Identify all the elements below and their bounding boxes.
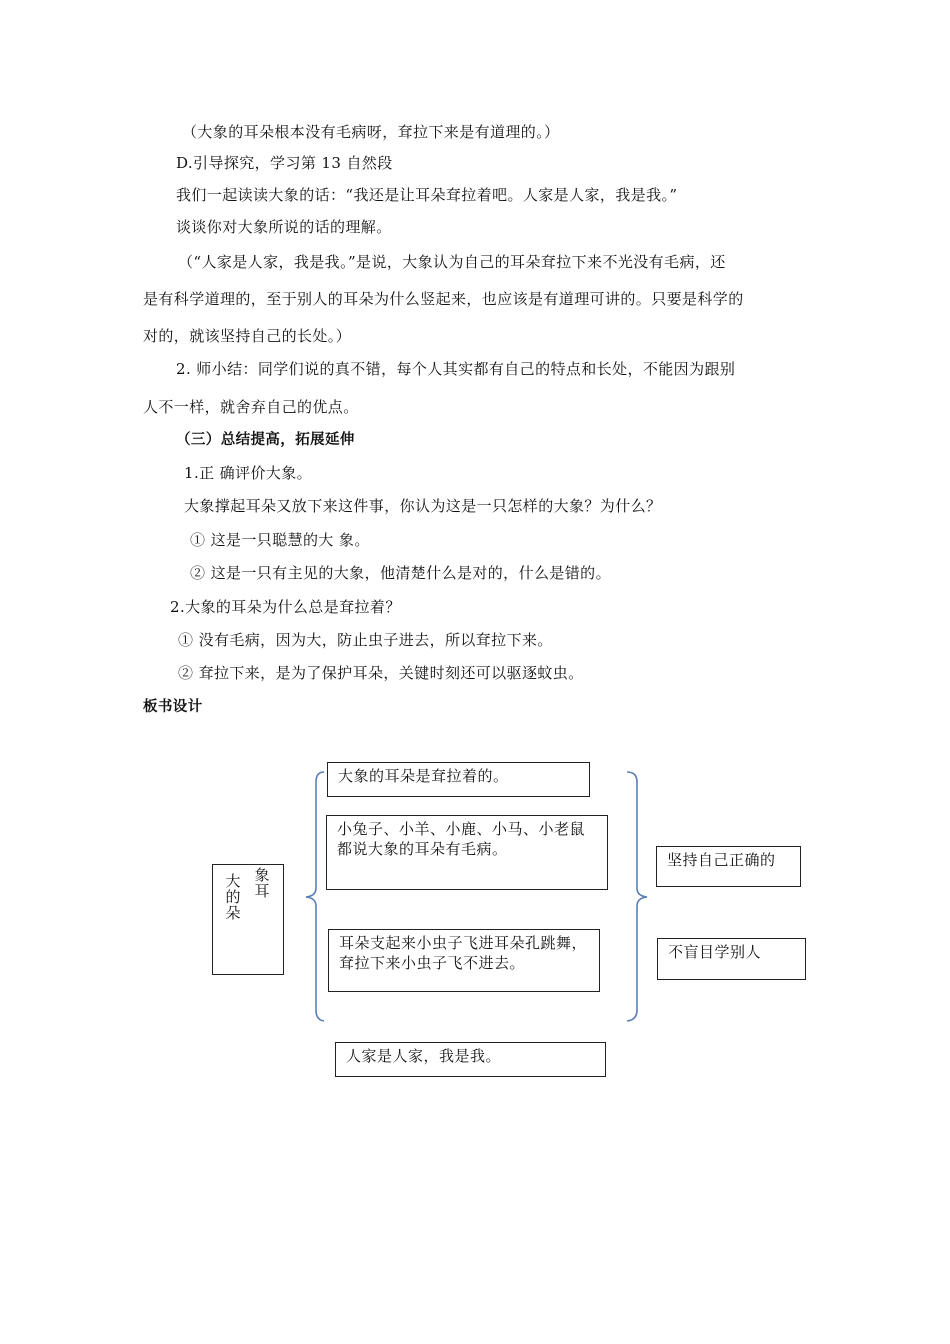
board-design-heading: 板书设计 (143, 699, 203, 715)
paragraph-line: （“人家是人家，我是我。”是说，大象认为自己的耳朵耷拉下来不光没有毛病，还 (178, 253, 726, 271)
paragraph-line: 对的，就该坚持自己的长处。） (143, 327, 352, 345)
board-title-col: 大 的 朵 (225, 872, 241, 922)
paragraph-line: 大象撑起耳朵又放下来这件事，你认为这是一只怎样的大象？为什么？ (184, 497, 662, 515)
board-box-no-blind-copy: 不盲目学别人 (657, 938, 806, 980)
section-heading: （三）总结提高，拓展延伸 (176, 432, 355, 448)
board-title-box (212, 864, 284, 975)
question-heading: 1.正 确评价大象。 (184, 464, 313, 482)
answer-item: ② 耷拉下来，是为了保护耳朵，关键时刻还可以驱逐蚊虫。 (178, 664, 584, 682)
board-box-ears-droop: 大象的耳朵是耷拉着的。 (327, 762, 590, 797)
question-heading: 2.大象的耳朵为什么总是耷拉着？ (170, 598, 401, 616)
board-box-conclusion: 人家是人家，我是我。 (335, 1042, 606, 1077)
board-box-bugs: 耳朵支起来小虫子飞进耳朵孔跳舞，耷拉下来小虫子飞不进去。 (328, 929, 600, 992)
board-box-animals-say: 小兔子、小羊、小鹿、小马、小老鼠都说大象的耳朵有毛病。 (326, 815, 608, 890)
step-heading: D.引导探究，学习第 13 自然段 (176, 154, 393, 172)
left-brace (300, 770, 330, 1030)
paragraph-line: 人不一样，就舍弃自己的优点。 (143, 398, 359, 416)
answer-item: ① 这是一只聪慧的大 象。 (190, 531, 370, 549)
paragraph-line: （大象的耳朵根本没有毛病呀，耷拉下来是有道理的。） (182, 123, 560, 141)
answer-item: ② 这是一只有主见的大象，他清楚什么是对的，什么是错的。 (190, 564, 611, 582)
paragraph-line: 是有科学道理的，至于别人的耳朵为什么竖起来，也应该是有道理可讲的。只要是科学的 (143, 290, 744, 308)
board-title-col: 象 耳 (254, 866, 270, 900)
answer-item: ① 没有毛病，因为大，防止虫子进去，所以耷拉下来。 (178, 631, 553, 649)
paragraph-line: 我们一起读读大象的话：“我还是让耳朵耷拉着吧。人家是人家，我是我。” (176, 186, 678, 204)
right-brace (625, 770, 655, 1030)
paragraph-line: 2. 师小结：同学们说的真不错，每个人其实都有自己的特点和长处，不能因为跟别 (176, 360, 736, 378)
paragraph-line: 谈谈你对大象所说的话的理解。 (176, 218, 392, 236)
board-box-persist: 坚持自己正确的 (656, 846, 801, 887)
